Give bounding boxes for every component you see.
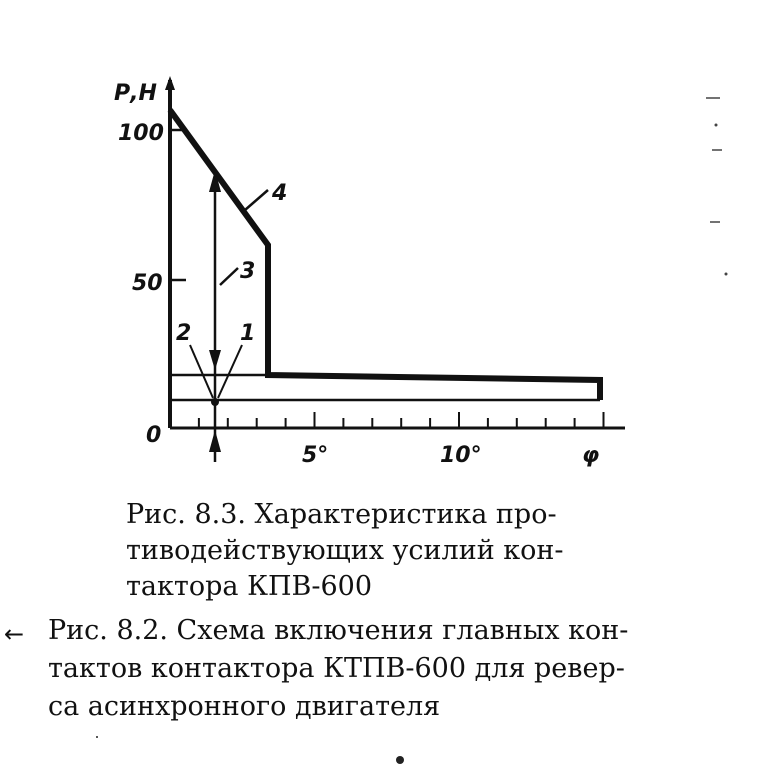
x-tick-label-5: 5° [302,443,329,468]
scan-dot [715,124,718,127]
left-arrow-icon: ← [4,620,25,648]
curve-label-3: 3 [240,259,256,284]
x-tick-label-10: 10° [440,443,482,468]
x-axis-label: φ [582,443,600,468]
x-axis-ticks [199,412,604,428]
caption-line: Рис. 8.2. Схема включения главных кон- [48,615,629,646]
leader-4 [245,190,268,210]
curve-label-4: 4 [272,181,288,206]
arrow-bottom-head [209,430,221,452]
leader-3 [220,268,238,285]
leader-2 [190,345,213,398]
caption-line: тиводействующих усилий кон- [126,535,564,566]
y-tick-label-0: 0 [146,423,162,448]
figure-8-2-caption [48,612,738,726]
scan-dot [396,756,404,764]
curve-4 [170,110,600,400]
caption-line: тактов контактора КТПВ-600 для ревер- [48,653,625,684]
y-tick-label-50: 50 [132,271,163,296]
caption-line: тактора КПВ-600 [126,571,373,602]
scan-dot [725,273,728,276]
curve-label-2: 2 [176,321,192,346]
leader-1 [218,345,242,398]
caption-line: Рис. 8.3. Характеристика про- [126,499,557,530]
scan-dot [96,736,98,738]
curve-label-1: 1 [240,321,256,346]
caption-line: са асинхронного двигателя [48,691,441,722]
y-axis-arrow [165,76,175,90]
intersection-dot [211,398,219,406]
y-tick-label-100: 100 [118,121,164,146]
figure-8-3-caption [126,497,656,605]
arrow-3-down-head [209,350,221,370]
y-axis-label: Р,Н [114,81,157,106]
